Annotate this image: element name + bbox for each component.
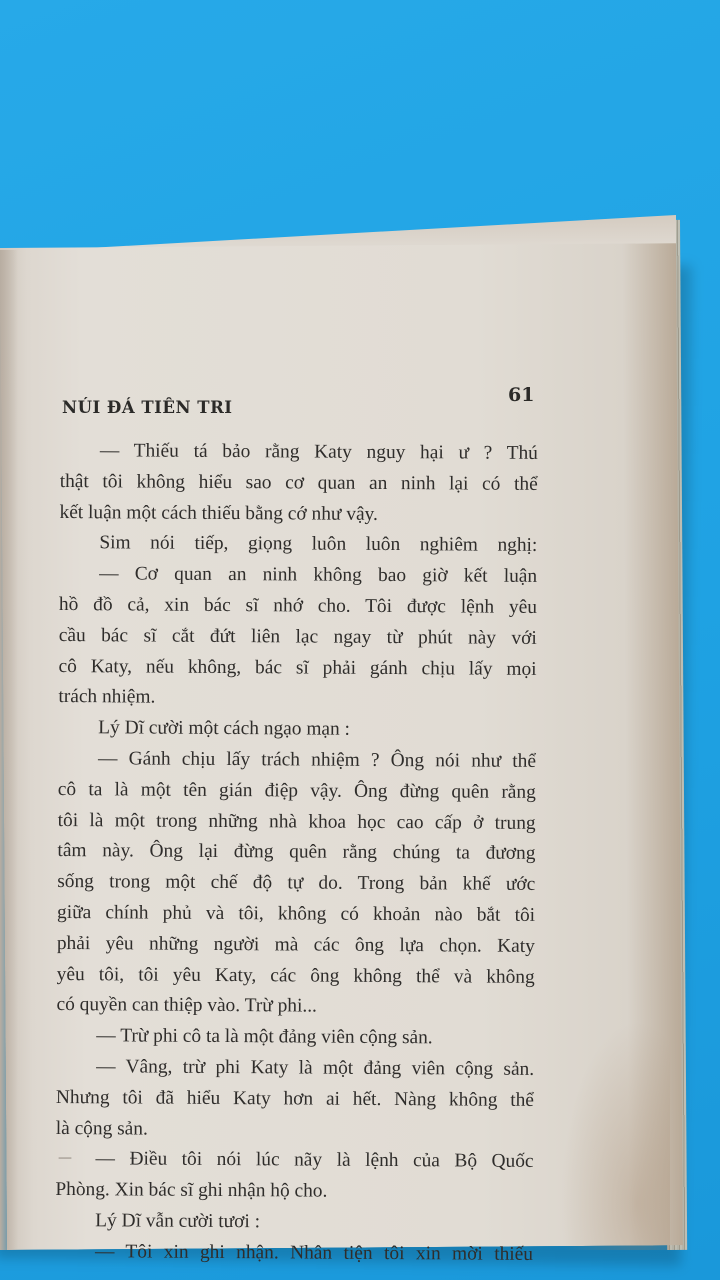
text-line: — Vâng, trừ phi Katy là một đảng viên cộng sản.: [96, 1056, 535, 1080]
text-line: sống trong một chế độ tự do. Trong bản khế ước: [57, 871, 536, 896]
text-line: Phòng. Xin bác sĩ ghi nhận hộ cho.: [55, 1179, 328, 1202]
text-line: — Tôi xin ghi nhận. Nhân tiện tôi xin mời thiếu: [94, 1240, 534, 1265]
text-line: — Cơ quan an ninh không bao giờ kết luận: [99, 563, 538, 588]
text-line: yêu tôi, tôi yêu Katy, các ông không thể và không: [56, 963, 535, 988]
text-line: có quyền can thiệp vào. Trừ phi...: [56, 994, 317, 1017]
text-line: thật tôi không hiểu sao cơ quan an ninh lại có thể: [59, 470, 538, 495]
text-line: phải yêu những người mà các ông lựa chọn. Katy: [56, 932, 535, 957]
text-line: hồ đồ cả, xin bác sĩ nhớ cho. Tôi được lệnh yêu: [58, 593, 538, 618]
text-line: — Thiếu tá bảo rằng Katy nguy hại ư ? Thú: [99, 440, 538, 464]
running-head: NÚI ĐÁ TIÊN TRI: [62, 398, 233, 417]
text-line: Nhưng tôi đã hiểu Katy hơn ai hết. Nàng không thể: [55, 1086, 535, 1111]
text-line: tâm này. Ông lại đừng quên rằng chúng ta đương: [57, 840, 536, 865]
text-line: Sim nói tiếp, giọng luôn luôn nghiêm nghị:: [99, 532, 538, 557]
text-line: Lý Dĩ vẫn cười tươi :: [95, 1210, 261, 1233]
text-line: cô Katy, nếu không, bác sĩ phải gánh chịu lấy mọi: [58, 655, 537, 680]
text-line: — Trừ phi cô ta là một đảng viên cộng sản.: [96, 1025, 433, 1049]
text-line: — Gánh chịu lấy trách nhiệm ? Ông nói như thể: [97, 748, 537, 772]
text-line: cầu bác sĩ cắt đứt liên lạc ngay từ phút này với: [58, 624, 537, 649]
text-line: cô ta là một tên gián điệp vậy. Ông đừng quên rằng: [57, 778, 536, 803]
text-line: — Điều tôi nói lúc nãy là lệnh của Bộ Quốc: [95, 1148, 534, 1173]
page-number: 61: [508, 384, 535, 406]
text-line: Lý Dĩ cười một cách ngạo mạn :: [98, 717, 351, 740]
page-foot-mark: —: [58, 1150, 73, 1166]
text-line: là cộng sản.: [55, 1117, 148, 1140]
text-line: tôi là một trong những nhà khoa học cao cấp ở trung: [57, 809, 536, 834]
book-spine-shadow: [0, 250, 18, 1250]
text-line: kết luận một cách thiếu bằng cớ như vậy.: [59, 501, 378, 525]
text-line: trách nhiệm.: [58, 686, 156, 708]
text-line: giữa chính phủ và tôi, không có khoản nào bắt tôi: [57, 901, 536, 926]
body-text: [55, 436, 538, 1270]
page-stain: [560, 1020, 670, 1250]
